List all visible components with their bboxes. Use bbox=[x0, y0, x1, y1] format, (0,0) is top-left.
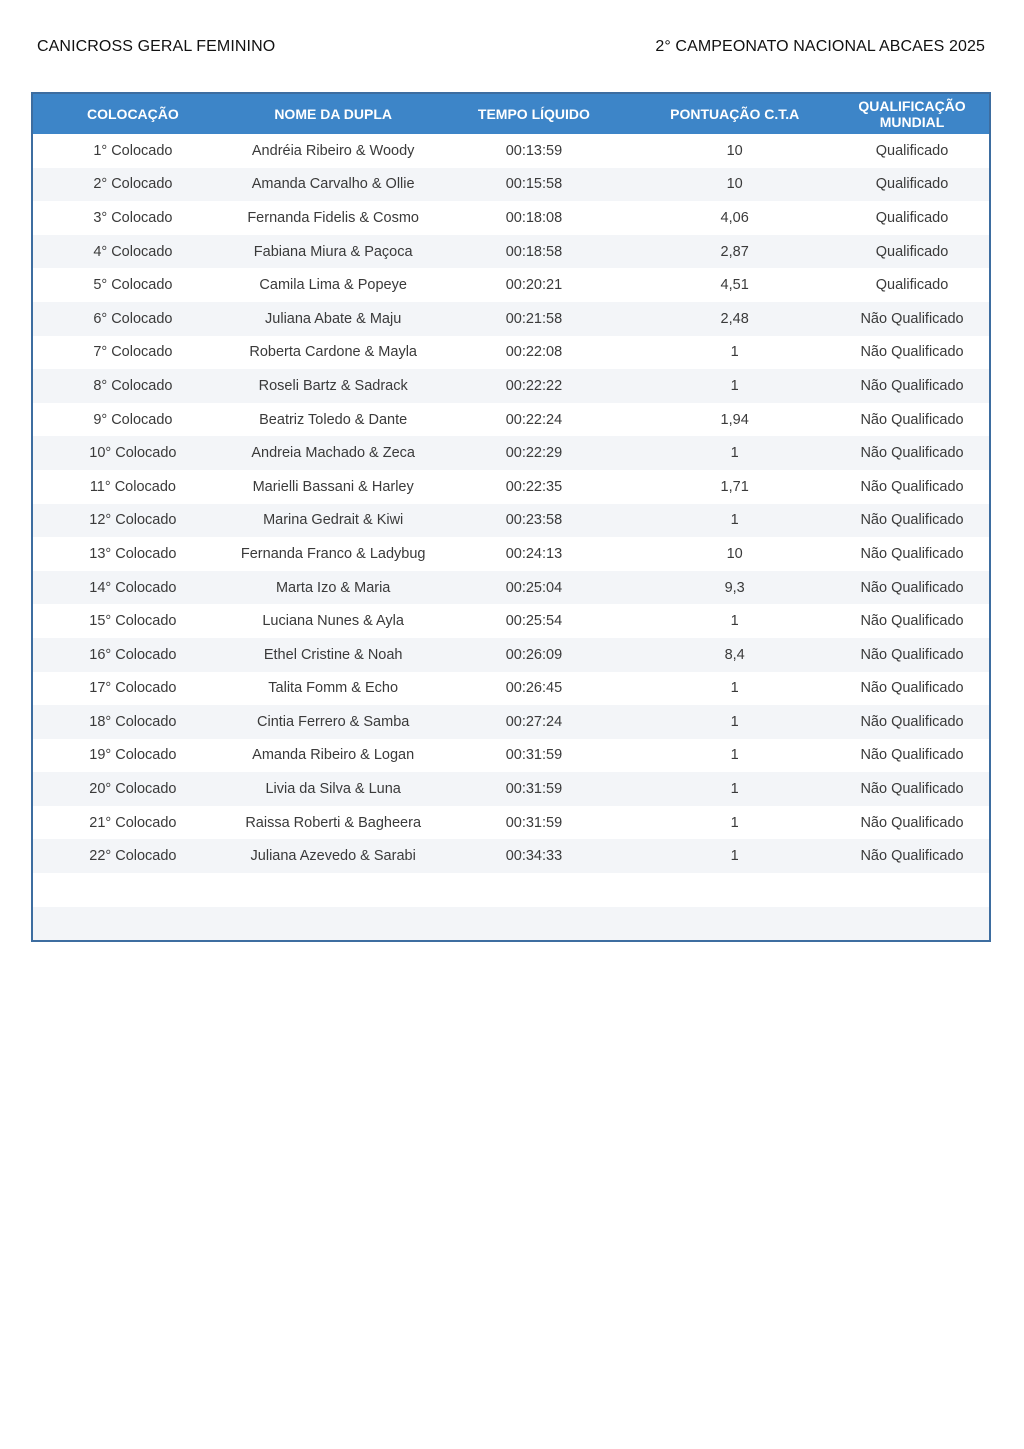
table-row bbox=[33, 705, 989, 739]
table-row bbox=[33, 403, 989, 437]
cta-score-cell: 1 bbox=[634, 604, 835, 638]
placement-cell: 4° Colocado bbox=[33, 235, 233, 269]
table-row bbox=[33, 772, 989, 806]
net-time-cell: 00:25:54 bbox=[434, 604, 635, 638]
column-header-cta-score: PONTUAÇÃO C.T.A bbox=[634, 94, 835, 134]
cta-score-cell bbox=[634, 907, 835, 941]
cta-score-cell: 1 bbox=[634, 436, 835, 470]
net-time-cell: 00:20:21 bbox=[434, 268, 635, 302]
net-time-cell: 00:31:59 bbox=[434, 806, 635, 840]
qualification-cell: Não Qualificado bbox=[835, 705, 989, 739]
table-row bbox=[33, 134, 989, 168]
column-header-world-qualification: QUALIFICAÇÃO MUNDIAL bbox=[835, 94, 989, 134]
net-time-cell: 00:18:58 bbox=[434, 235, 635, 269]
placement-cell: 3° Colocado bbox=[33, 201, 233, 235]
cta-score-cell: 1,71 bbox=[634, 470, 835, 504]
pair-name-cell: Raissa Roberti & Bagheera bbox=[233, 806, 434, 840]
pair-name-cell: Fabiana Miura & Paçoca bbox=[233, 235, 434, 269]
placement-cell: 10° Colocado bbox=[33, 436, 233, 470]
qualification-cell: Qualificado bbox=[835, 268, 989, 302]
placement-cell: 9° Colocado bbox=[33, 403, 233, 437]
cta-score-cell: 2,87 bbox=[634, 235, 835, 269]
pair-name-cell bbox=[233, 873, 434, 907]
table-row bbox=[33, 907, 989, 941]
pair-name-cell: Fernanda Fidelis & Cosmo bbox=[233, 201, 434, 235]
cta-score-cell: 1 bbox=[634, 739, 835, 773]
placement-cell bbox=[33, 907, 233, 941]
pair-name-cell: Marina Gedrait & Kiwi bbox=[233, 504, 434, 538]
placement-cell: 7° Colocado bbox=[33, 336, 233, 370]
table-row bbox=[33, 672, 989, 706]
results-table-body bbox=[33, 134, 989, 940]
event-category-title: CANICROSS GERAL FEMININO bbox=[37, 38, 276, 55]
qualification-cell: Não Qualificado bbox=[835, 739, 989, 773]
qualification-cell: Qualificado bbox=[835, 168, 989, 202]
pair-name-cell: Talita Fomm & Echo bbox=[233, 672, 434, 706]
pair-name-cell: Marta Izo & Maria bbox=[233, 571, 434, 605]
table-row bbox=[33, 336, 989, 370]
qualification-cell: Não Qualificado bbox=[835, 302, 989, 336]
qualification-cell: Não Qualificado bbox=[835, 504, 989, 538]
qualification-cell: Não Qualificado bbox=[835, 571, 989, 605]
placement-cell bbox=[33, 873, 233, 907]
qualification-cell: Não Qualificado bbox=[835, 839, 989, 873]
pair-name-cell: Amanda Carvalho & Ollie bbox=[233, 168, 434, 202]
cta-score-cell: 4,06 bbox=[634, 201, 835, 235]
pair-name-cell: Amanda Ribeiro & Logan bbox=[233, 739, 434, 773]
table-row bbox=[33, 168, 989, 202]
cta-score-cell: 10 bbox=[634, 134, 835, 168]
qualification-cell: Qualificado bbox=[835, 134, 989, 168]
placement-cell: 14° Colocado bbox=[33, 571, 233, 605]
cta-score-cell: 9,3 bbox=[634, 571, 835, 605]
net-time-cell: 00:13:59 bbox=[434, 134, 635, 168]
table-row bbox=[33, 268, 989, 302]
qualification-cell: Não Qualificado bbox=[835, 638, 989, 672]
net-time-cell: 00:24:13 bbox=[434, 537, 635, 571]
cta-score-cell: 10 bbox=[634, 168, 835, 202]
net-time-cell bbox=[434, 873, 635, 907]
placement-cell: 21° Colocado bbox=[33, 806, 233, 840]
table-row bbox=[33, 739, 989, 773]
qualification-cell bbox=[835, 907, 989, 941]
cta-score-cell: 8,4 bbox=[634, 638, 835, 672]
championship-title: 2° CAMPEONATO NACIONAL ABCAES 2025 bbox=[655, 38, 985, 55]
pair-name-cell: Luciana Nunes & Ayla bbox=[233, 604, 434, 638]
pair-name-cell: Juliana Abate & Maju bbox=[233, 302, 434, 336]
net-time-cell: 00:27:24 bbox=[434, 705, 635, 739]
column-header-pair-name: NOME DA DUPLA bbox=[233, 94, 434, 134]
placement-cell: 15° Colocado bbox=[33, 604, 233, 638]
placement-cell: 18° Colocado bbox=[33, 705, 233, 739]
cta-score-cell bbox=[634, 873, 835, 907]
placement-cell: 5° Colocado bbox=[33, 268, 233, 302]
cta-score-cell: 1 bbox=[634, 504, 835, 538]
placement-cell: 6° Colocado bbox=[33, 302, 233, 336]
table-row bbox=[33, 806, 989, 840]
qualification-cell: Não Qualificado bbox=[835, 436, 989, 470]
placement-cell: 19° Colocado bbox=[33, 739, 233, 773]
qualification-cell: Não Qualificado bbox=[835, 336, 989, 370]
net-time-cell: 00:22:29 bbox=[434, 436, 635, 470]
qualification-cell: Não Qualificado bbox=[835, 470, 989, 504]
pair-name-cell: Andreia Machado & Zeca bbox=[233, 436, 434, 470]
placement-cell: 12° Colocado bbox=[33, 504, 233, 538]
qualification-cell: Não Qualificado bbox=[835, 369, 989, 403]
results-table bbox=[33, 94, 989, 940]
net-time-cell: 00:25:04 bbox=[434, 571, 635, 605]
pair-name-cell: Roseli Bartz & Sadrack bbox=[233, 369, 434, 403]
pair-name-cell: Juliana Azevedo & Sarabi bbox=[233, 839, 434, 873]
net-time-cell: 00:26:09 bbox=[434, 638, 635, 672]
cta-score-cell: 4,51 bbox=[634, 268, 835, 302]
qualification-cell: Não Qualificado bbox=[835, 672, 989, 706]
pair-name-cell: Marielli Bassani & Harley bbox=[233, 470, 434, 504]
placement-cell: 16° Colocado bbox=[33, 638, 233, 672]
net-time-cell: 00:34:33 bbox=[434, 839, 635, 873]
placement-cell: 13° Colocado bbox=[33, 537, 233, 571]
table-row bbox=[33, 604, 989, 638]
cta-score-cell: 1 bbox=[634, 336, 835, 370]
net-time-cell bbox=[434, 907, 635, 941]
net-time-cell: 00:18:08 bbox=[434, 201, 635, 235]
pair-name-cell: Andréia Ribeiro & Woody bbox=[233, 134, 434, 168]
table-row bbox=[33, 436, 989, 470]
placement-cell: 20° Colocado bbox=[33, 772, 233, 806]
net-time-cell: 00:26:45 bbox=[434, 672, 635, 706]
qualification-cell: Qualificado bbox=[835, 235, 989, 269]
qualification-cell: Não Qualificado bbox=[835, 604, 989, 638]
pair-name-cell: Ethel Cristine & Noah bbox=[233, 638, 434, 672]
net-time-cell: 00:23:58 bbox=[434, 504, 635, 538]
net-time-cell: 00:22:08 bbox=[434, 336, 635, 370]
cta-score-cell: 1 bbox=[634, 772, 835, 806]
cta-score-cell: 10 bbox=[634, 537, 835, 571]
table-row bbox=[33, 235, 989, 269]
qualification-cell bbox=[835, 873, 989, 907]
header-row bbox=[33, 94, 989, 134]
table-row bbox=[33, 638, 989, 672]
net-time-cell: 00:22:22 bbox=[434, 369, 635, 403]
qualification-cell: Não Qualificado bbox=[835, 537, 989, 571]
table-row bbox=[33, 873, 989, 907]
qualification-cell: Não Qualificado bbox=[835, 403, 989, 437]
placement-cell: 2° Colocado bbox=[33, 168, 233, 202]
net-time-cell: 00:22:24 bbox=[434, 403, 635, 437]
pair-name-cell: Beatriz Toledo & Dante bbox=[233, 403, 434, 437]
net-time-cell: 00:15:58 bbox=[434, 168, 635, 202]
net-time-cell: 00:22:35 bbox=[434, 470, 635, 504]
pair-name-cell bbox=[233, 907, 434, 941]
column-header-placement: COLOCAÇÃO bbox=[33, 94, 233, 134]
table-row bbox=[33, 504, 989, 538]
results-table-header bbox=[33, 94, 989, 134]
qualification-cell: Não Qualificado bbox=[835, 806, 989, 840]
cta-score-cell: 1 bbox=[634, 705, 835, 739]
pair-name-cell: Cintia Ferrero & Samba bbox=[233, 705, 434, 739]
placement-cell: 22° Colocado bbox=[33, 839, 233, 873]
pair-name-cell: Camila Lima & Popeye bbox=[233, 268, 434, 302]
pair-name-cell: Roberta Cardone & Mayla bbox=[233, 336, 434, 370]
net-time-cell: 00:31:59 bbox=[434, 739, 635, 773]
page-header bbox=[37, 38, 985, 58]
placement-cell: 17° Colocado bbox=[33, 672, 233, 706]
placement-cell: 1° Colocado bbox=[33, 134, 233, 168]
net-time-cell: 00:31:59 bbox=[434, 772, 635, 806]
table-row bbox=[33, 571, 989, 605]
cta-score-cell: 1 bbox=[634, 369, 835, 403]
table-row bbox=[33, 201, 989, 235]
placement-cell: 11° Colocado bbox=[33, 470, 233, 504]
table-row bbox=[33, 302, 989, 336]
qualification-cell: Não Qualificado bbox=[835, 772, 989, 806]
table-row bbox=[33, 369, 989, 403]
cta-score-cell: 1 bbox=[634, 806, 835, 840]
net-time-cell: 00:21:58 bbox=[434, 302, 635, 336]
table-row bbox=[33, 537, 989, 571]
qualification-cell: Qualificado bbox=[835, 201, 989, 235]
pair-name-cell: Livia da Silva & Luna bbox=[233, 772, 434, 806]
cta-score-cell: 1,94 bbox=[634, 403, 835, 437]
cta-score-cell: 1 bbox=[634, 672, 835, 706]
cta-score-cell: 1 bbox=[634, 839, 835, 873]
cta-score-cell: 2,48 bbox=[634, 302, 835, 336]
table-row bbox=[33, 470, 989, 504]
placement-cell: 8° Colocado bbox=[33, 369, 233, 403]
table-row bbox=[33, 839, 989, 873]
results-table-container bbox=[31, 92, 991, 942]
column-header-net-time: TEMPO LÍQUIDO bbox=[434, 94, 635, 134]
pair-name-cell: Fernanda Franco & Ladybug bbox=[233, 537, 434, 571]
